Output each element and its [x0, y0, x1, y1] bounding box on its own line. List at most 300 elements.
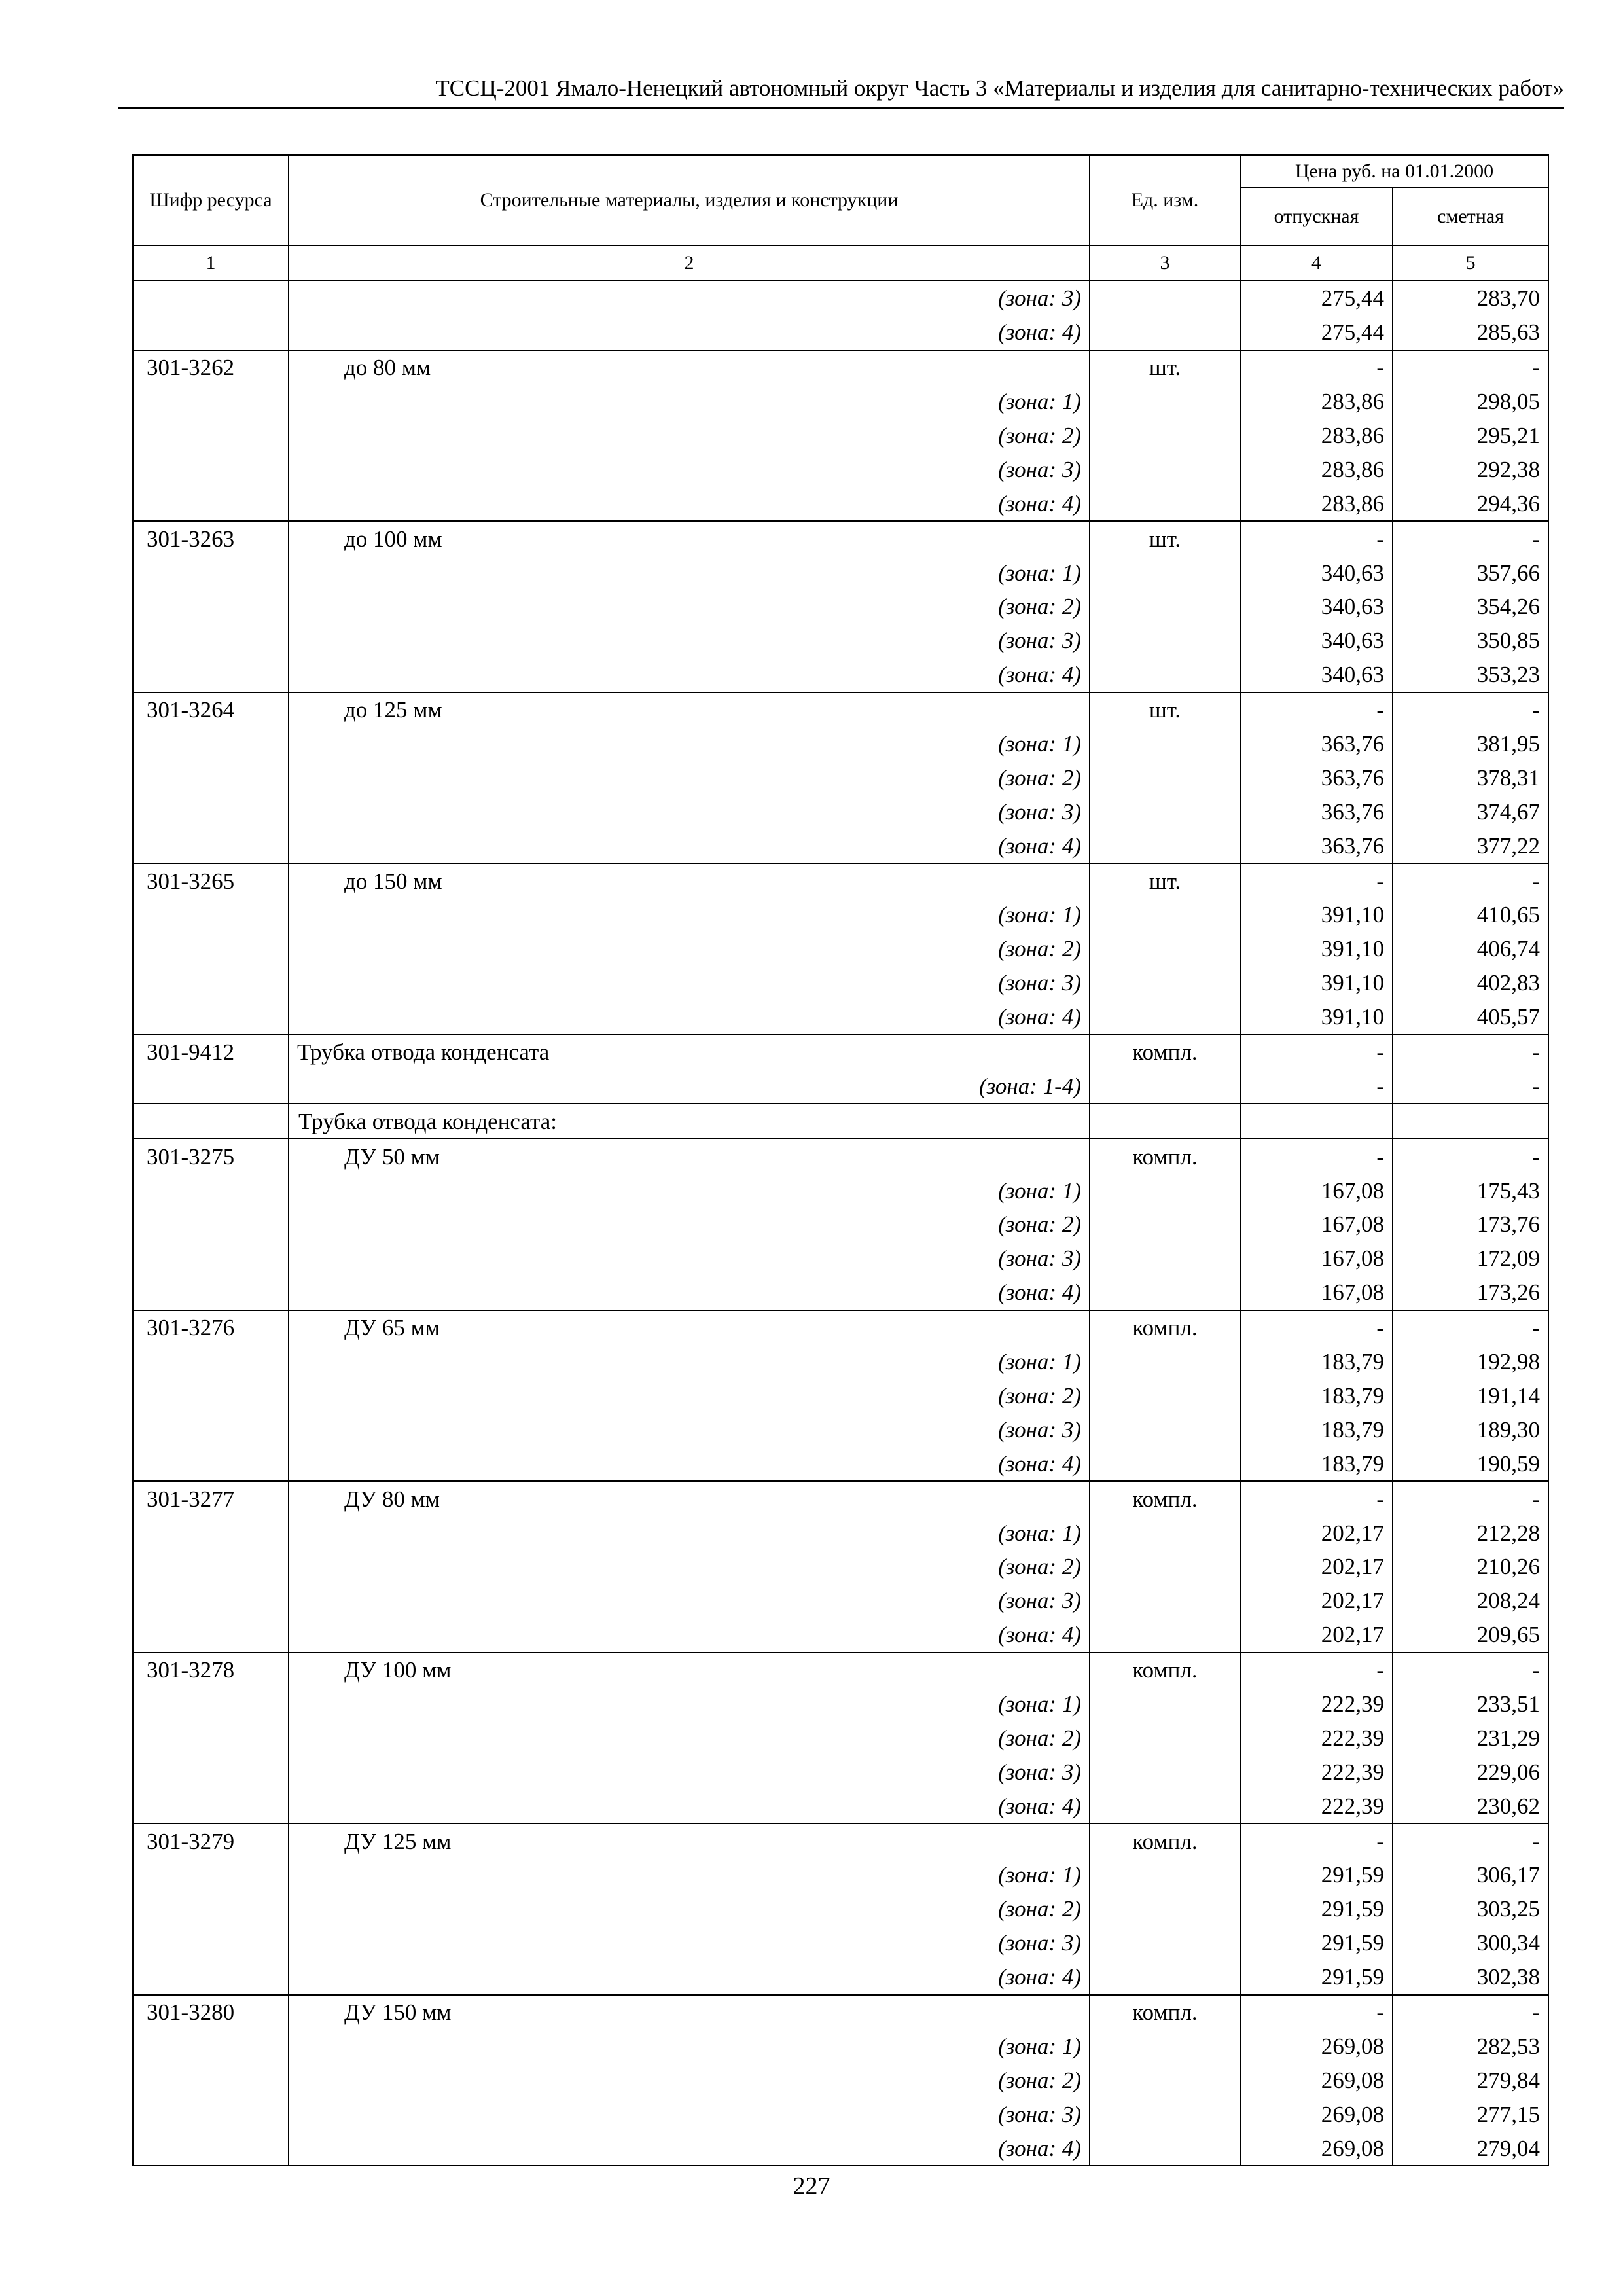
running-header — [118, 73, 1564, 109]
cell-zone: (зона: 2) — [289, 590, 1090, 624]
cell-unit — [1090, 486, 1240, 521]
cell-price-release: 269,08 — [1240, 2063, 1393, 2097]
cell-zone: (зона: 1-4) — [289, 1069, 1090, 1103]
cell-code: 301-3278 — [133, 1653, 289, 1687]
cell-price-estimate: 175,43 — [1393, 1174, 1548, 1208]
table-row — [133, 1276, 1548, 1310]
cell-name: Трубка отвода конденсата — [289, 1035, 1090, 1069]
cell-price-estimate: 295,21 — [1393, 419, 1548, 453]
cell-name: ДУ 50 мм — [289, 1139, 1090, 1174]
cell-code — [133, 1584, 289, 1618]
cell-code — [133, 932, 289, 966]
cell-price-estimate: 405,57 — [1393, 1000, 1548, 1035]
col-number-5: 5 — [1393, 245, 1548, 281]
table-row — [133, 1069, 1548, 1103]
cell-price-release: 183,79 — [1240, 1345, 1393, 1379]
cell-unit — [1090, 1379, 1240, 1413]
cell-zone: (зона: 4) — [289, 829, 1090, 863]
col-number-1: 1 — [133, 245, 289, 281]
cell-code — [133, 1000, 289, 1035]
cell-price-estimate: 377,22 — [1393, 829, 1548, 863]
cell-price-estimate: 229,06 — [1393, 1755, 1548, 1789]
cell-unit — [1090, 624, 1240, 658]
cell-price-release: 269,08 — [1240, 2097, 1393, 2131]
cell-zone: (зона: 2) — [289, 2063, 1090, 2097]
cell-zone: (зона: 3) — [289, 452, 1090, 486]
cell-price-release: 183,79 — [1240, 1446, 1393, 1481]
cell-price-release: 167,08 — [1240, 1276, 1393, 1310]
cell-price-estimate: 283,70 — [1393, 281, 1548, 315]
cell-zone: (зона: 3) — [289, 966, 1090, 1000]
header-title: ТССЦ-2001 Ямало-Ненецкий автономный округ Часть 3 «Материалы и изделия для санитарно-технических работ» — [435, 75, 1564, 101]
cell-zone: (зона: 1) — [289, 2029, 1090, 2063]
cell-code — [133, 2063, 289, 2097]
cell-price-estimate: - — [1393, 692, 1548, 727]
table-row — [133, 1174, 1548, 1208]
cell-price-release: - — [1240, 1139, 1393, 1174]
cell-price-estimate: 192,98 — [1393, 1345, 1548, 1379]
cell-code — [133, 2097, 289, 2131]
cell-price-estimate: - — [1393, 1995, 1548, 2030]
table-row — [133, 1618, 1548, 1653]
cell-price-estimate: 173,26 — [1393, 1276, 1548, 1310]
cell-unit: компл. — [1090, 1035, 1240, 1069]
table-row — [133, 1208, 1548, 1242]
price-table — [132, 154, 1549, 2166]
cell-price-estimate: 381,95 — [1393, 727, 1548, 761]
page-number: 227 — [793, 2172, 830, 2200]
table-row — [133, 1412, 1548, 1446]
cell-price-estimate: 189,30 — [1393, 1412, 1548, 1446]
cell-unit — [1090, 2097, 1240, 2131]
col-header-release: отпускная — [1240, 188, 1393, 245]
cell-price-estimate: 402,83 — [1393, 966, 1548, 1000]
cell-code — [133, 1960, 289, 1995]
cell-zone: (зона: 4) — [289, 1789, 1090, 1823]
table-row — [133, 1446, 1548, 1481]
table-row — [133, 727, 1548, 761]
cell-name: ДУ 65 мм — [289, 1310, 1090, 1345]
cell-name: ДУ 100 мм — [289, 1653, 1090, 1687]
cell-zone: (зона: 1) — [289, 385, 1090, 419]
cell-code — [133, 1103, 289, 1139]
cell-unit — [1090, 590, 1240, 624]
col-header-price: Цена руб. на 01.01.2000 — [1240, 155, 1548, 188]
cell-zone: (зона: 4) — [289, 315, 1090, 350]
cell-unit: компл. — [1090, 1995, 1240, 2030]
cell-unit — [1090, 1755, 1240, 1789]
cell-code — [133, 1446, 289, 1481]
cell-code — [133, 1926, 289, 1960]
cell-zone: (зона: 2) — [289, 1550, 1090, 1584]
col-header-code: Шифр ресурса — [133, 155, 289, 245]
table-row — [133, 761, 1548, 795]
cell-price-release: 291,59 — [1240, 1858, 1393, 1892]
cell-unit — [1090, 1069, 1240, 1103]
cell-price-estimate: 279,04 — [1393, 2131, 1548, 2166]
cell-code — [133, 1242, 289, 1276]
table-row — [133, 624, 1548, 658]
table-row — [133, 2131, 1548, 2166]
col-number-4: 4 — [1240, 245, 1393, 281]
cell-unit — [1090, 966, 1240, 1000]
cell-zone: (зона: 1) — [289, 1687, 1090, 1721]
cell-price-release: 291,59 — [1240, 1960, 1393, 1995]
cell-unit: шт. — [1090, 863, 1240, 898]
table-row — [133, 1139, 1548, 1174]
cell-code — [133, 385, 289, 419]
cell-zone: (зона: 3) — [289, 1584, 1090, 1618]
cell-price-release: 222,39 — [1240, 1755, 1393, 1789]
cell-name: Трубка отвода конденсата: — [289, 1103, 1090, 1139]
table-row — [133, 863, 1548, 898]
cell-unit — [1090, 1276, 1240, 1310]
table-row — [133, 1550, 1548, 1584]
cell-price-release: - — [1240, 1481, 1393, 1516]
cell-price-estimate: 282,53 — [1393, 2029, 1548, 2063]
cell-unit: шт. — [1090, 521, 1240, 556]
table-row — [133, 1516, 1548, 1550]
table-row — [133, 1960, 1548, 1995]
table-row — [133, 521, 1548, 556]
cell-price-estimate: 302,38 — [1393, 1960, 1548, 1995]
cell-zone: (зона: 2) — [289, 932, 1090, 966]
cell-zone: (зона: 3) — [289, 2097, 1090, 2131]
cell-price-estimate: 208,24 — [1393, 1584, 1548, 1618]
cell-price-release: 275,44 — [1240, 281, 1393, 315]
cell-price-estimate: 303,25 — [1393, 1892, 1548, 1926]
cell-price-estimate: 294,36 — [1393, 486, 1548, 521]
cell-code — [133, 2029, 289, 2063]
cell-code: 301-3264 — [133, 692, 289, 727]
cell-price-estimate: 353,23 — [1393, 658, 1548, 692]
cell-unit — [1090, 1446, 1240, 1481]
cell-name: до 150 мм — [289, 863, 1090, 898]
table-row — [133, 1481, 1548, 1516]
cell-code: 301-3277 — [133, 1481, 289, 1516]
cell-unit — [1090, 1858, 1240, 1892]
cell-zone: (зона: 1) — [289, 556, 1090, 590]
table-row — [133, 795, 1548, 829]
cell-zone: (зона: 4) — [289, 1960, 1090, 1995]
cell-unit — [1090, 315, 1240, 350]
cell-code — [133, 281, 289, 315]
cell-price-release: 363,76 — [1240, 761, 1393, 795]
cell-code: 301-3265 — [133, 863, 289, 898]
cell-zone: (зона: 2) — [289, 1892, 1090, 1926]
cell-unit — [1090, 1242, 1240, 1276]
cell-price-release: - — [1240, 1310, 1393, 1345]
table-row — [133, 1035, 1548, 1069]
cell-code: 301-9412 — [133, 1035, 289, 1069]
table-row — [133, 281, 1548, 315]
cell-zone: (зона: 4) — [289, 1000, 1090, 1035]
cell-unit — [1090, 1174, 1240, 1208]
col-header-unit: Ед. изм. — [1090, 155, 1240, 245]
cell-code: 301-3280 — [133, 1995, 289, 2030]
table-row — [133, 350, 1548, 385]
cell-price-release: 222,39 — [1240, 1687, 1393, 1721]
cell-zone: (зона: 1) — [289, 1174, 1090, 1208]
cell-price-estimate: - — [1393, 1823, 1548, 1858]
cell-code — [133, 1276, 289, 1310]
cell-price-release: - — [1240, 1069, 1393, 1103]
cell-unit: компл. — [1090, 1481, 1240, 1516]
cell-zone: (зона: 3) — [289, 1412, 1090, 1446]
cell-code — [133, 1174, 289, 1208]
cell-price-release: - — [1240, 863, 1393, 898]
table-row — [133, 2063, 1548, 2097]
cell-price-release: 291,59 — [1240, 1926, 1393, 1960]
table-row — [133, 1310, 1548, 1345]
cell-price-release: - — [1240, 1823, 1393, 1858]
cell-code — [133, 1550, 289, 1584]
table-row — [133, 898, 1548, 932]
cell-name: до 100 мм — [289, 521, 1090, 556]
col-number-3: 3 — [1090, 245, 1240, 281]
cell-zone: (зона: 3) — [289, 795, 1090, 829]
cell-price-release: 340,63 — [1240, 590, 1393, 624]
cell-name: ДУ 80 мм — [289, 1481, 1090, 1516]
cell-code — [133, 966, 289, 1000]
cell-price-release: 391,10 — [1240, 932, 1393, 966]
table-row — [133, 1242, 1548, 1276]
cell-price-estimate: 410,65 — [1393, 898, 1548, 932]
table-row — [133, 590, 1548, 624]
cell-zone: (зона: 4) — [289, 1618, 1090, 1653]
cell-price-estimate: 357,66 — [1393, 556, 1548, 590]
cell-code: 301-3279 — [133, 1823, 289, 1858]
cell-code: 301-3262 — [133, 350, 289, 385]
table-row — [133, 1892, 1548, 1926]
table-header — [133, 155, 1548, 281]
cell-price-release: 283,86 — [1240, 486, 1393, 521]
cell-code — [133, 1379, 289, 1413]
cell-price-release: 222,39 — [1240, 1789, 1393, 1823]
cell-price-estimate: 279,84 — [1393, 2063, 1548, 2097]
cell-price-estimate: 378,31 — [1393, 761, 1548, 795]
table-row — [133, 1823, 1548, 1858]
cell-unit — [1090, 658, 1240, 692]
table-row — [133, 1687, 1548, 1721]
cell-code — [133, 1755, 289, 1789]
table-row — [133, 966, 1548, 1000]
table-row — [133, 692, 1548, 727]
cell-code — [133, 1687, 289, 1721]
cell-name: ДУ 125 мм — [289, 1823, 1090, 1858]
table-row — [133, 1000, 1548, 1035]
cell-code — [133, 1618, 289, 1653]
cell-unit — [1090, 1208, 1240, 1242]
cell-price-estimate: 306,17 — [1393, 1858, 1548, 1892]
cell-zone: (зона: 1) — [289, 898, 1090, 932]
cell-price-release: 340,63 — [1240, 624, 1393, 658]
cell-price-estimate: - — [1393, 1139, 1548, 1174]
cell-price-release: 291,59 — [1240, 1892, 1393, 1926]
cell-price-estimate: 354,26 — [1393, 590, 1548, 624]
cell-price-release: 391,10 — [1240, 1000, 1393, 1035]
cell-price-release: 202,17 — [1240, 1550, 1393, 1584]
cell-unit — [1090, 281, 1240, 315]
cell-price-estimate: 300,34 — [1393, 1926, 1548, 1960]
cell-code — [133, 1892, 289, 1926]
cell-unit — [1090, 898, 1240, 932]
cell-price-release: 167,08 — [1240, 1242, 1393, 1276]
cell-unit: компл. — [1090, 1310, 1240, 1345]
cell-price-release: 269,08 — [1240, 2029, 1393, 2063]
cell-price-estimate: - — [1393, 521, 1548, 556]
table-row — [133, 1995, 1548, 2030]
cell-price-estimate: 298,05 — [1393, 385, 1548, 419]
table-row — [133, 452, 1548, 486]
table-row — [133, 829, 1548, 863]
cell-zone: (зона: 4) — [289, 2131, 1090, 2166]
cell-code: 301-3275 — [133, 1139, 289, 1174]
cell-code — [133, 2131, 289, 2166]
cell-price-estimate: - — [1393, 1069, 1548, 1103]
cell-price-estimate — [1393, 1103, 1548, 1139]
cell-unit — [1090, 452, 1240, 486]
cell-price-estimate: 210,26 — [1393, 1550, 1548, 1584]
cell-zone: (зона: 3) — [289, 281, 1090, 315]
cell-unit — [1090, 727, 1240, 761]
cell-code — [133, 486, 289, 521]
cell-code — [133, 898, 289, 932]
cell-code — [133, 1516, 289, 1550]
cell-zone: (зона: 2) — [289, 761, 1090, 795]
cell-price-release: 183,79 — [1240, 1412, 1393, 1446]
cell-price-release: 183,79 — [1240, 1379, 1393, 1413]
col-header-name: Строительные материалы, изделия и конструкции — [289, 155, 1090, 245]
cell-price-release: 363,76 — [1240, 829, 1393, 863]
cell-price-release: 340,63 — [1240, 556, 1393, 590]
table-row — [133, 1653, 1548, 1687]
cell-price-release: 202,17 — [1240, 1618, 1393, 1653]
cell-name: до 80 мм — [289, 350, 1090, 385]
table-row — [133, 658, 1548, 692]
table-row — [133, 2097, 1548, 2131]
table-row — [133, 1789, 1548, 1823]
cell-code — [133, 761, 289, 795]
cell-price-release: 283,86 — [1240, 419, 1393, 453]
table-body — [133, 281, 1548, 2166]
cell-unit — [1090, 932, 1240, 966]
cell-code — [133, 452, 289, 486]
cell-price-estimate: 277,15 — [1393, 2097, 1548, 2131]
cell-zone: (зона: 3) — [289, 1755, 1090, 1789]
cell-unit — [1090, 385, 1240, 419]
cell-price-estimate: 230,62 — [1393, 1789, 1548, 1823]
cell-price-estimate: 172,09 — [1393, 1242, 1548, 1276]
cell-unit — [1090, 1960, 1240, 1995]
cell-price-release: 391,10 — [1240, 898, 1393, 932]
cell-code — [133, 419, 289, 453]
cell-code — [133, 795, 289, 829]
cell-unit — [1090, 1000, 1240, 1035]
cell-unit — [1090, 2063, 1240, 2097]
cell-price-release: 202,17 — [1240, 1584, 1393, 1618]
cell-name: до 125 мм — [289, 692, 1090, 727]
table-row — [133, 1858, 1548, 1892]
cell-price-estimate: 190,59 — [1393, 1446, 1548, 1481]
cell-price-release: 283,86 — [1240, 385, 1393, 419]
cell-price-release: 269,08 — [1240, 2131, 1393, 2166]
cell-unit — [1090, 419, 1240, 453]
cell-unit — [1090, 1687, 1240, 1721]
table-row — [133, 1345, 1548, 1379]
cell-price-release: 283,86 — [1240, 452, 1393, 486]
cell-unit — [1090, 1584, 1240, 1618]
cell-price-release: - — [1240, 521, 1393, 556]
cell-price-release: 202,17 — [1240, 1516, 1393, 1550]
cell-code — [133, 1069, 289, 1103]
cell-price-release: 363,76 — [1240, 795, 1393, 829]
cell-price-release: 167,08 — [1240, 1208, 1393, 1242]
cell-unit: шт. — [1090, 350, 1240, 385]
cell-price-release: 391,10 — [1240, 966, 1393, 1000]
table-row — [133, 932, 1548, 966]
cell-price-estimate: - — [1393, 1653, 1548, 1687]
cell-price-estimate: 292,38 — [1393, 452, 1548, 486]
cell-price-release: 363,76 — [1240, 727, 1393, 761]
cell-price-estimate: 212,28 — [1393, 1516, 1548, 1550]
table-row — [133, 1926, 1548, 1960]
table-row — [133, 486, 1548, 521]
cell-unit — [1090, 1345, 1240, 1379]
cell-unit: компл. — [1090, 1139, 1240, 1174]
cell-unit — [1090, 1926, 1240, 1960]
cell-zone: (зона: 2) — [289, 419, 1090, 453]
cell-zone: (зона: 1) — [289, 1858, 1090, 1892]
cell-code — [133, 624, 289, 658]
cell-unit — [1090, 1412, 1240, 1446]
cell-code — [133, 590, 289, 624]
cell-code — [133, 1789, 289, 1823]
cell-price-release: 222,39 — [1240, 1721, 1393, 1755]
cell-price-estimate: - — [1393, 863, 1548, 898]
cell-code — [133, 1858, 289, 1892]
cell-price-release: - — [1240, 350, 1393, 385]
cell-zone: (зона: 1) — [289, 727, 1090, 761]
cell-code — [133, 727, 289, 761]
cell-unit — [1090, 1721, 1240, 1755]
cell-price-estimate: 374,67 — [1393, 795, 1548, 829]
cell-price-release — [1240, 1103, 1393, 1139]
cell-code: 301-3276 — [133, 1310, 289, 1345]
table-row — [133, 1755, 1548, 1789]
cell-code — [133, 829, 289, 863]
cell-unit: шт. — [1090, 692, 1240, 727]
cell-unit — [1090, 1103, 1240, 1139]
cell-unit — [1090, 761, 1240, 795]
cell-unit — [1090, 829, 1240, 863]
cell-unit — [1090, 1892, 1240, 1926]
table-row — [133, 1379, 1548, 1413]
cell-code: 301-3263 — [133, 521, 289, 556]
cell-zone: (зона: 4) — [289, 658, 1090, 692]
cell-zone: (зона: 2) — [289, 1379, 1090, 1413]
cell-zone: (зона: 3) — [289, 1926, 1090, 1960]
cell-price-estimate: 231,29 — [1393, 1721, 1548, 1755]
cell-zone: (зона: 1) — [289, 1516, 1090, 1550]
cell-code — [133, 556, 289, 590]
cell-price-release: - — [1240, 692, 1393, 727]
cell-zone: (зона: 4) — [289, 486, 1090, 521]
cell-unit — [1090, 1789, 1240, 1823]
cell-price-estimate: 233,51 — [1393, 1687, 1548, 1721]
cell-price-estimate: - — [1393, 350, 1548, 385]
table-row — [133, 315, 1548, 350]
